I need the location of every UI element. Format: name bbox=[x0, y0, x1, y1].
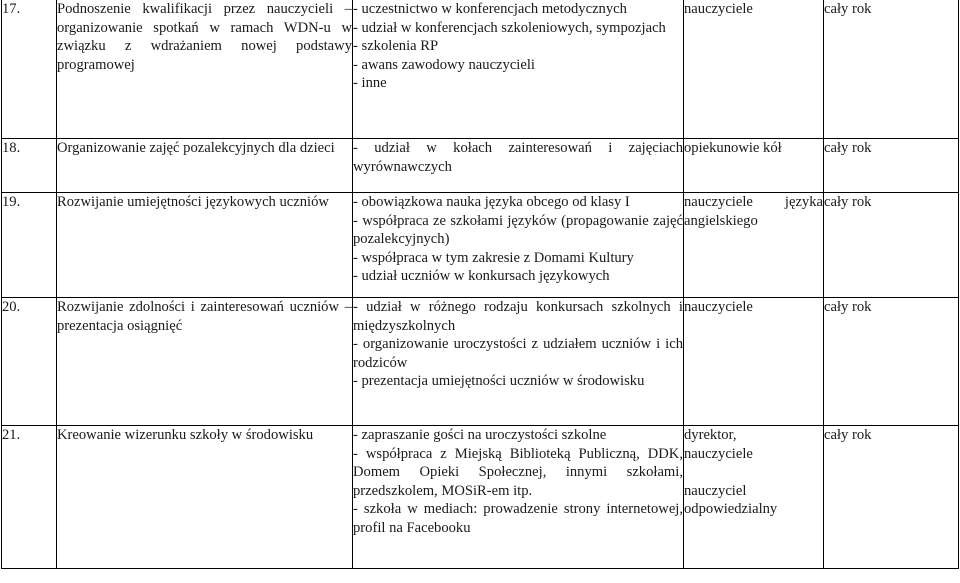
task-cell: Organizowanie zajęć pozalekcyjnych dla dzieci bbox=[57, 139, 353, 193]
forms-cell: - zapraszanie gości na uroczystości szkolne - współpraca z Miejską Biblioteką Publiczną, DDK, Domem Opieki Społecznej, innymi szkołami, przedszkolem, MOSiR-em itp. - szkoła w mediach: prowadzenie strony internetowej, profil na Facebooku bbox=[353, 426, 684, 569]
forms-cell: - uczestnictwo w konferencjach metodycznych - udział w konferencjach szkoleniowych, sympozjach - szkolenia RP - awans zawodowy nauczycieli - inne bbox=[353, 0, 684, 139]
row-number: 20. bbox=[2, 298, 57, 426]
responsible-cell: nauczyciele języka angielskiego bbox=[684, 193, 824, 298]
table-row bbox=[2, 139, 959, 193]
table-row bbox=[2, 426, 959, 569]
forms-cell: - udział w różnego rodzaju konkursach szkolnych i międzyszkolnych - organizowanie uroczystości z udziałem uczniów i ich rodziców - prezentacja umiejętności uczniów w środowisku bbox=[353, 298, 684, 426]
forms-cell: - obowiązkowa nauka języka obcego od klasy I - współpraca ze szkołami języków (propagowanie zajęć pozalekcyjnych) - współpraca w tym zakresie z Domami Kultury - udział uczniów w konkursach językowych bbox=[353, 193, 684, 298]
responsible-cell: opiekunowie kół bbox=[684, 139, 824, 193]
responsible-cell: dyrektor, nauczyciele nauczyciel odpowiedzialny bbox=[684, 426, 824, 569]
table-row bbox=[2, 193, 959, 298]
plan-table bbox=[1, 0, 959, 569]
deadline-cell: cały rok bbox=[824, 0, 959, 139]
responsible-cell: nauczyciele bbox=[684, 0, 824, 139]
row-number: 19. bbox=[2, 193, 57, 298]
table-row bbox=[2, 298, 959, 426]
task-cell: Rozwijanie umiejętności językowych uczniów bbox=[57, 193, 353, 298]
row-number: 18. bbox=[2, 139, 57, 193]
deadline-cell: cały rok bbox=[824, 298, 959, 426]
deadline-cell: cały rok bbox=[824, 139, 959, 193]
row-number: 21. bbox=[2, 426, 57, 569]
task-cell: Rozwijanie zdolności i zainteresowań uczniów – prezentacja osiągnięć bbox=[57, 298, 353, 426]
forms-cell: - udział w kołach zainteresowań i zajęciach wyrównawczych bbox=[353, 139, 684, 193]
deadline-cell: cały rok bbox=[824, 426, 959, 569]
row-number: 17. bbox=[2, 0, 57, 139]
task-cell: Kreowanie wizerunku szkoły w środowisku bbox=[57, 426, 353, 569]
task-cell: Podnoszenie kwalifikacji przez nauczycieli – organizowanie spotkań w ramach WDN-u w związku z wdrażaniem nowej podstawy programowej bbox=[57, 0, 353, 139]
deadline-cell: cały rok bbox=[824, 193, 959, 298]
responsible-cell: nauczyciele bbox=[684, 298, 824, 426]
table-row bbox=[2, 0, 959, 139]
